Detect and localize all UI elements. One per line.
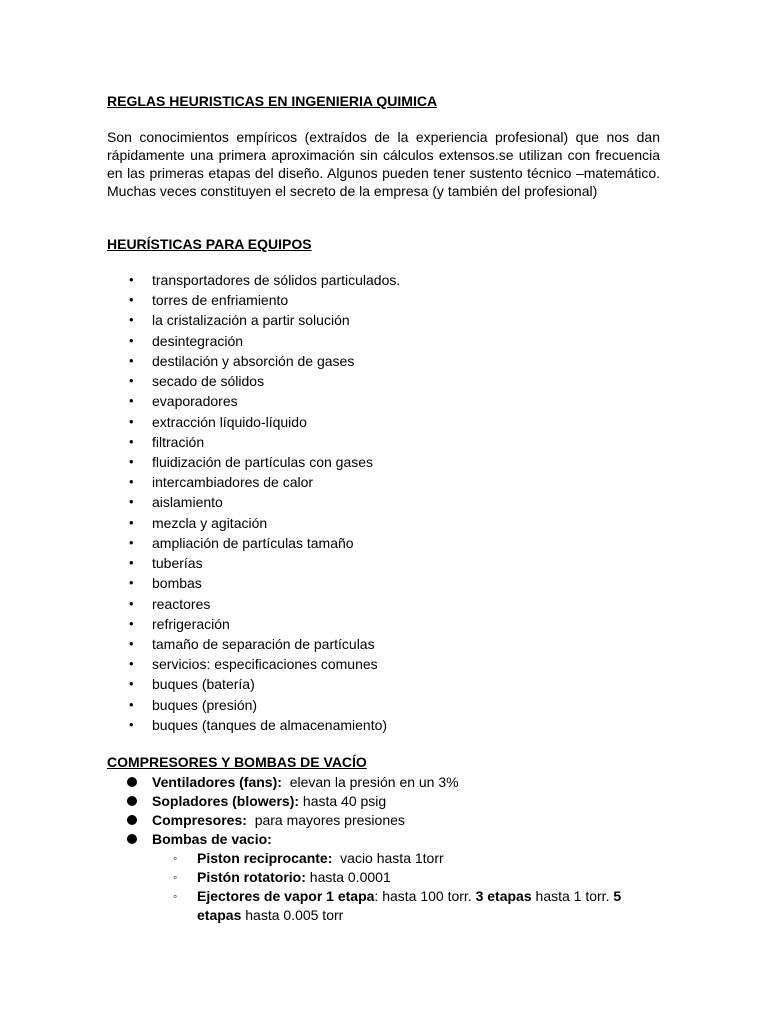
cinco-etapas-text: hasta 0.005 torr <box>241 907 344 923</box>
compresores-list <box>107 773 660 925</box>
list-item-label: evaporadores <box>152 393 238 410</box>
list-item <box>107 716 400 736</box>
list-item <box>107 574 400 594</box>
list-item-label: buques (batería) <box>152 676 255 693</box>
piston-label: Piston reciprocante: <box>197 850 333 866</box>
tres-etapas-label: 3 etapas <box>475 888 532 904</box>
list-item <box>107 291 400 311</box>
bullet-icon <box>127 834 137 844</box>
compresores-text: para mayores presiones <box>246 812 405 828</box>
cinco-etapas-label: 5 etapas <box>197 888 622 923</box>
list-item-label: la cristalización a partir solución <box>152 312 350 329</box>
list-item <box>107 514 400 534</box>
list-item-ventiladores <box>107 773 660 792</box>
bullet-icon: • <box>129 676 134 692</box>
bullet-icon: • <box>129 615 134 631</box>
bullet-icon <box>127 796 137 806</box>
list-item-label: filtración <box>152 433 205 450</box>
bullet-icon: • <box>129 272 134 287</box>
sopladores-label: Sopladores (blowers): <box>152 793 300 809</box>
document-title: REGLAS HEURISTICAS EN INGENIERIA QUIMICA <box>107 93 438 109</box>
bullet-icon: • <box>129 696 134 712</box>
list-item <box>107 473 400 493</box>
list-item-label: desintegración <box>152 332 244 349</box>
bullet-icon: • <box>129 433 134 449</box>
sublist-item-piston <box>152 849 662 868</box>
bullet-icon: • <box>129 514 134 530</box>
list-item <box>107 413 400 433</box>
list-item-label: ampliación de partículas tamaño <box>152 534 354 551</box>
bombas-label: Bombas de vacio: <box>152 831 272 847</box>
bullet-icon: • <box>129 575 134 591</box>
ventiladores-label: Ventiladores (fans): <box>152 774 282 790</box>
list-item <box>107 433 400 453</box>
sub-bullet-icon: ◦ <box>173 851 178 865</box>
list-item-label: secado de sólidos <box>152 373 265 390</box>
bullet-icon: • <box>129 332 134 348</box>
list-item-bombas <box>107 830 660 925</box>
list-item <box>107 392 400 412</box>
rotatorio-label: Pistón rotatorio: <box>197 869 306 885</box>
bullet-icon: • <box>129 453 134 469</box>
list-item <box>107 615 400 635</box>
list-item <box>107 372 400 392</box>
list-item-label: reactores <box>152 595 211 612</box>
bullet-icon: • <box>129 312 134 328</box>
bullet-icon: • <box>129 474 134 490</box>
sublist-item-rotatorio <box>152 868 662 887</box>
ventiladores-text: elevan la presión en un 3% <box>281 774 459 790</box>
list-item-label: mezcla y agitación <box>152 514 268 531</box>
bullet-icon: • <box>129 635 134 651</box>
list-item <box>107 453 400 473</box>
list-item-label: refrigeración <box>152 615 230 632</box>
list-item-label: destilación y absorción de gases <box>152 352 355 369</box>
bullet-icon: • <box>129 555 134 571</box>
list-item-label: tuberías <box>152 555 203 572</box>
piston-text: vacio hasta 1torr <box>332 850 444 866</box>
bullet-icon <box>127 777 137 787</box>
rotatorio-text: hasta 0.0001 <box>305 869 391 885</box>
list-item-label: fluidización de partículas con gases <box>152 453 374 470</box>
list-item-label: torres de enfriamiento <box>152 292 289 309</box>
list-item <box>107 332 400 352</box>
bullet-icon: • <box>129 534 134 550</box>
sublist-item-ejectores <box>152 887 662 925</box>
list-item <box>107 493 400 513</box>
bullet-icon: • <box>129 716 134 732</box>
sub-bullet-icon: ◦ <box>173 889 178 903</box>
bullet-icon: • <box>129 413 134 429</box>
bullet-icon: • <box>129 292 134 308</box>
intro-paragraph: Son conocimientos empíricos (extraídos de la experiencia profesional) que nos dan rápidamente una primera aproximación sin cálculos extensos.se utilizan con frecuencia en las primeras etapas del diseño. Algunos pueden tener sustento técnico –matemático. Muchas veces constituyen el secreto de la empresa (y también del profesional) <box>107 129 660 199</box>
list-item <box>107 352 400 372</box>
list-item <box>107 675 400 695</box>
list-item-label: servicios: especificaciones comunes <box>152 656 378 673</box>
list-item-label: extracción líquido-líquido <box>152 413 307 430</box>
compresores-heading: COMPRESORES Y BOMBAS DE VACÍO <box>107 754 367 770</box>
equipos-list <box>107 271 400 736</box>
list-item <box>107 696 400 716</box>
sub-bullet-icon: ◦ <box>173 870 178 884</box>
list-item-label: buques (presión) <box>152 696 258 713</box>
bullet-icon: • <box>129 494 134 510</box>
list-item-label: aislamiento <box>152 494 223 511</box>
list-item-label: intercambiadores de calor <box>152 474 314 491</box>
list-item-label: tamaño de separación de partículas <box>152 635 375 652</box>
list-item <box>107 271 400 291</box>
list-item-compresores <box>107 811 660 830</box>
ejectores-label: Ejectores de vapor 1 etapa <box>197 888 375 904</box>
bullet-icon: • <box>129 352 134 368</box>
equipos-heading: HEURÍSTICAS PARA EQUIPOS <box>107 236 312 252</box>
list-item <box>107 635 400 655</box>
bullet-icon <box>127 815 137 825</box>
compresores-label: Compresores: <box>152 812 247 828</box>
list-item-label: buques (tanques de almacenamiento) <box>152 716 388 733</box>
list-item <box>107 554 400 574</box>
list-item <box>107 311 400 331</box>
ejectores-text: : hasta 100 torr. <box>374 888 476 904</box>
list-item <box>107 595 400 615</box>
bombas-sublist <box>152 849 660 925</box>
bullet-icon: • <box>129 656 134 672</box>
list-item-label: transportadores de sólidos particulados. <box>152 272 401 288</box>
list-item <box>107 534 400 554</box>
bullet-icon: • <box>129 393 134 409</box>
sopladores-text: hasta 40 psig <box>299 793 387 809</box>
bullet-icon: • <box>129 373 134 389</box>
list-item <box>107 655 400 675</box>
bullet-icon: • <box>129 595 134 611</box>
list-item-sopladores <box>107 792 660 811</box>
tres-etapas-text: hasta 1 torr. <box>531 888 614 904</box>
list-item-label: bombas <box>152 575 202 592</box>
